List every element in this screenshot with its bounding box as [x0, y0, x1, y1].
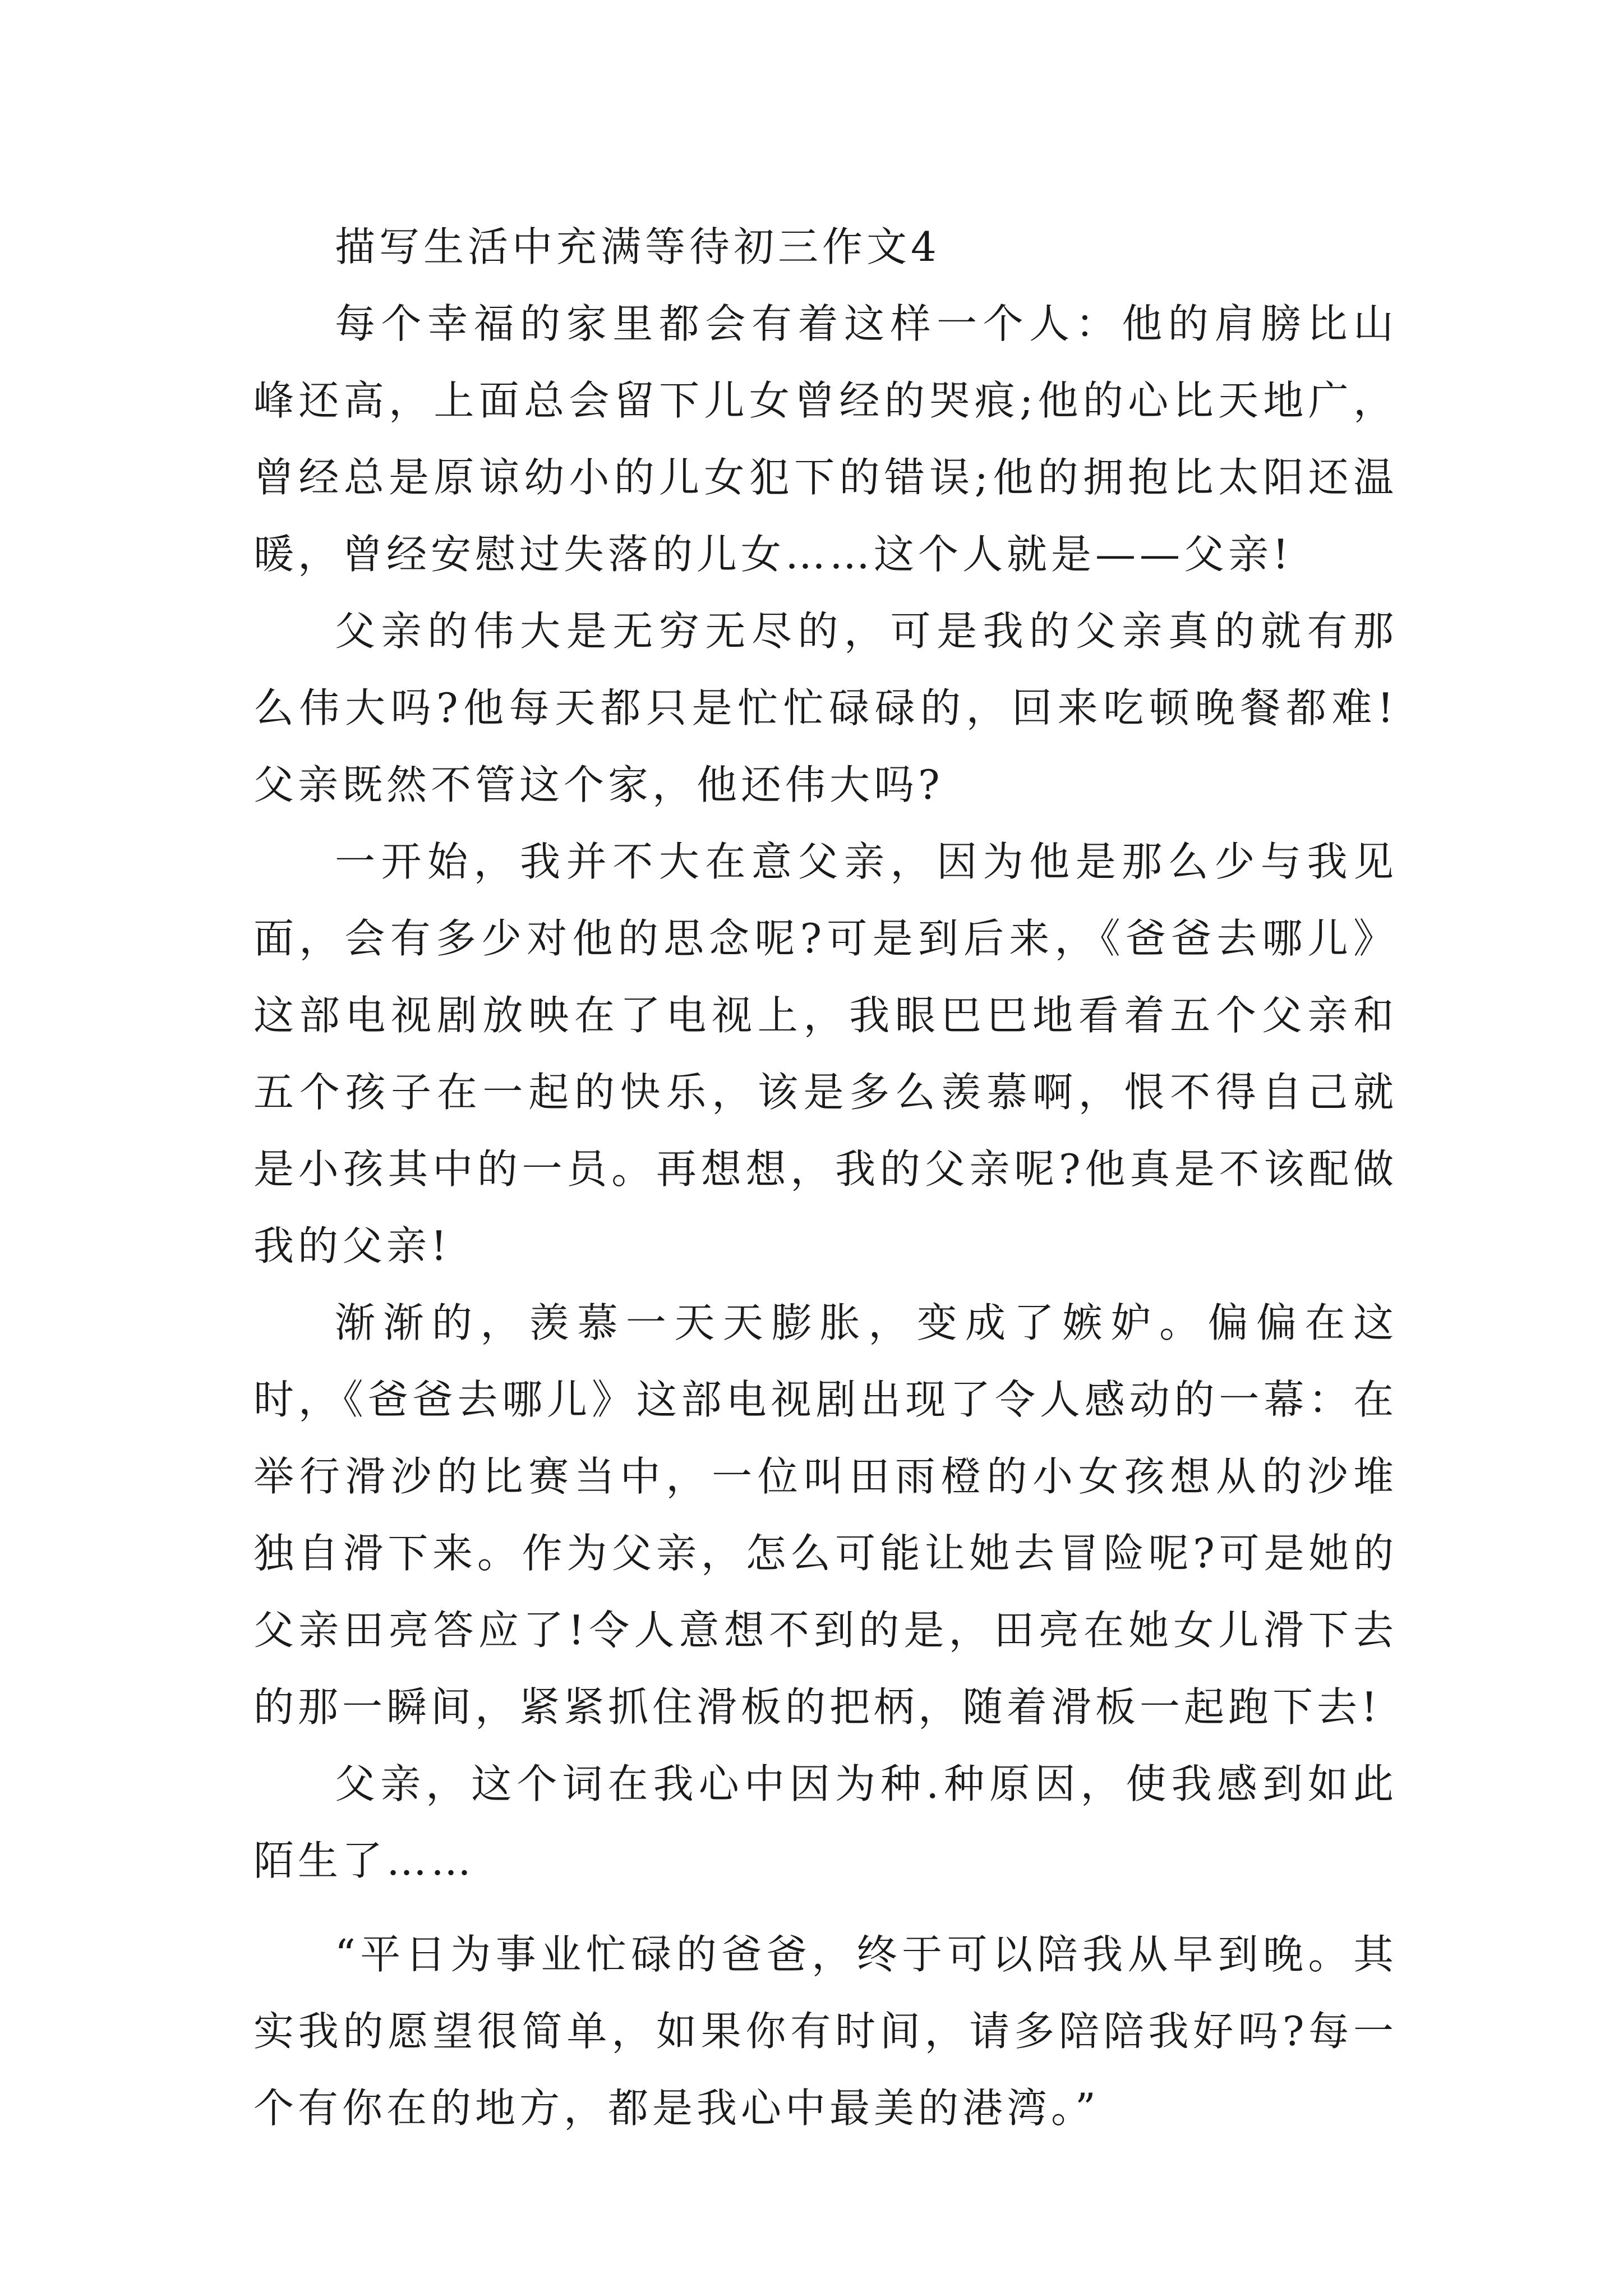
- paragraph-2: 父亲的伟大是无穷无尽的，可是我的父亲真的就有那么伟大吗?他每天都只是忙忙碌碌的，回来吃顿晚餐都难!父亲既然不管这个家，他还伟大吗?: [253, 608, 1398, 808]
- document-body: [253, 209, 1398, 2147]
- document-title: 描写生活中充满等待初三作文4: [335, 223, 940, 270]
- paragraph-3: 一开始，我并不大在意父亲，因为他是那么少与我见面，会有多少对他的思念呢?可是到后来，《爸爸去哪儿》这部电视剧放映在了电视上，我眼巴巴地看着五个父亲和五个孩子在一起的快乐，该是多么羡慕啊，恨不得自己就是小孩其中的一员。再想想，我的父亲呢?他真是不该配做我的父亲!: [253, 838, 1398, 1269]
- paragraph-4: 渐渐的，羡慕一天天膨胀，变成了嫉妒。偏偏在这时，《爸爸去哪儿》这部电视剧出现了令人感动的一幕：在举行滑沙的比赛当中，一位叫田雨橙的小女孩想从的沙堆独自滑下来。作为父亲，怎么可能让她去冒险呢?可是她的父亲田亮答应了!令人意想不到的是，田亮在她女儿滑下去的那一瞬间，紧紧抓住滑板的把柄，随着滑板一起跑下去!: [253, 1299, 1398, 1731]
- paragraph-1: 每个幸福的家里都会有着这样一个人：他的肩膀比山峰还高，上面总会留下儿女曾经的哭痕;他的心比天地广，曾经总是原谅幼小的儿女犯下的错误;他的拥抱比太阳还温暖，曾经安慰过失落的儿女……这个人就是——父亲!: [253, 300, 1398, 578]
- quote-paragraph: “平日为事业忙碌的爸爸，终于可以陪我从早到晚。其实我的愿望很简单，如果你有时间，请多陪陪我好吗?每一个有你在的地方，都是我心中最美的港湾。”: [253, 1931, 1398, 2132]
- paragraph-5: 父亲，这个词在我心中因为种.种原因，使我感到如此陌生了……: [253, 1760, 1398, 1884]
